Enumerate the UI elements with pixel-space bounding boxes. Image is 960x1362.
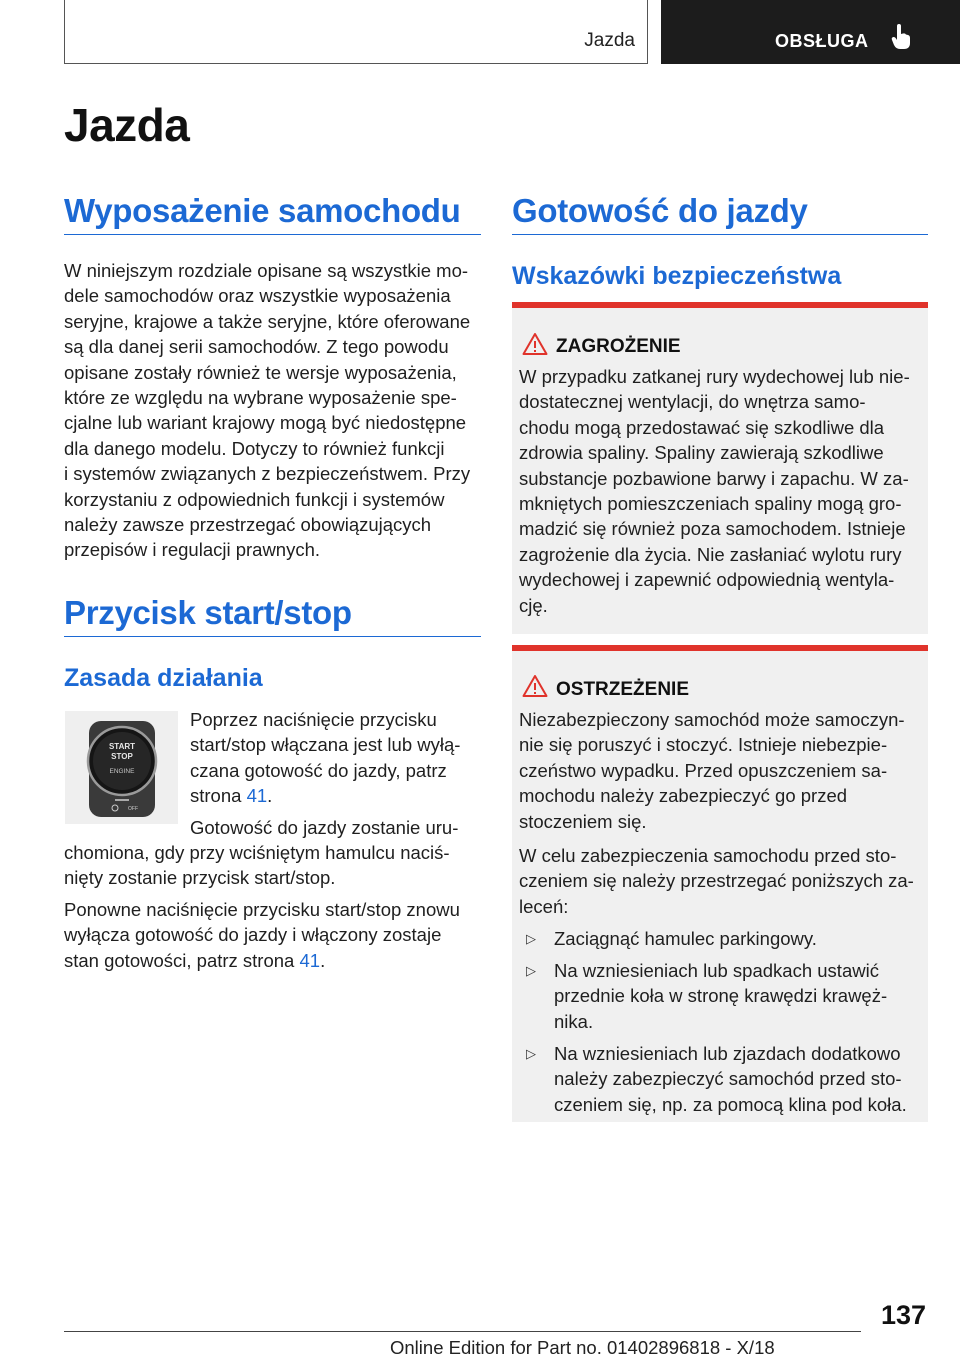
page-number: 137 [880, 1300, 926, 1330]
page-title: Jazda [64, 99, 190, 151]
warning-text-2 [519, 843, 925, 919]
principle-paragraph-2a [190, 815, 485, 840]
header-chapter-title: OBSŁUGA [775, 31, 869, 51]
text-line: nie się poruszyć i stoczyć. Istnieje niebezpie‐ [519, 734, 888, 756]
text-line: start/stop włączana jest lub wyłą‐ [190, 734, 461, 756]
text-line: chomiona, gdy przy wciśniętym hamulcu naciś‐ [64, 842, 450, 863]
text-line: W przypadku zatkanej rury wydechowej lub nie‐ [519, 366, 910, 387]
pointing-hand-icon [891, 24, 911, 50]
page-link-41[interactable]: 41 [246, 785, 268, 807]
text-fragment: . [267, 785, 273, 807]
bullet-triangle-icon: ▷ [526, 931, 536, 946]
text-line: dla danego modelu. Dotyczy to również funkcji [64, 437, 445, 459]
text-line: Gotowość do jazdy zostanie uru‐ [190, 817, 459, 838]
text-line: substancje pozbawione barwy i zapachu. W za‐ [519, 467, 909, 489]
warning-text-1 [519, 707, 925, 834]
text-line: Poprzez naciśnięcie przycisku [190, 709, 437, 730]
text-line: W celu zabezpieczenia samochodu przed sto‐ [519, 845, 897, 866]
text-line: Na wzniesieniach lub zjazdach dodatkowo [554, 1043, 901, 1064]
text-fragment: . [320, 949, 326, 971]
footer-divider [64, 1331, 861, 1332]
heading-safety: Wskazówki bezpieczeństwa [512, 262, 842, 290]
text-line: korzystaniu z odpowiednich funkcji i systemów [64, 488, 445, 510]
list-item [526, 1041, 921, 1117]
text-line: czeństwo wypadku. Przed opuszczeniem sa‐ [519, 759, 888, 781]
heading-start-stop: Przycisk start/stop [64, 594, 481, 637]
warning-title: OSTRZEŻENIE [556, 679, 690, 700]
text-line [64, 948, 484, 973]
text-line: czana gotowość do jazdy, patrz [190, 759, 447, 781]
text-line: przepisów i regulacji prawnych. [64, 539, 321, 561]
text-line: zdrowia spaliny. Spaliny zawierają szkodliwe [519, 442, 884, 464]
svg-text:ENGINE: ENGINE [109, 768, 135, 775]
heading-principle: Zasada działania [64, 664, 263, 692]
text-line: dele samochodów oraz wszystkie wyposażenia [64, 285, 451, 307]
text-line: cję. [519, 594, 548, 616]
heading-equipment: Wyposażenie samochodu [64, 192, 481, 235]
text-fragment: strona [190, 785, 247, 807]
text-line: leceń: [519, 895, 569, 917]
text-line: nika. [554, 1010, 594, 1032]
principle-paragraph-1 [190, 707, 485, 809]
start-stop-button-image [65, 711, 178, 824]
text-line: Zaciągnąć hamulec parkingowy. [554, 928, 817, 949]
text-line: chodu mogą przedostawać się szkodliwe dla [519, 416, 885, 438]
header-section-box [64, 0, 648, 64]
warning-box [512, 645, 928, 1122]
text-line: opisane zostały również te wersje wyposażenia, [64, 361, 457, 383]
equipment-paragraph [64, 258, 484, 563]
text-line: należy zawsze przestrzegać obowiązujących [64, 514, 432, 536]
text-line: są dla danej serii samochodów. Z tego powodu [64, 336, 449, 358]
bullet-triangle-icon: ▷ [526, 1046, 536, 1061]
text-line: W niniejszym rozdziale opisane są wszystkie mo‐ [64, 260, 469, 281]
text-line: czeniem się, np. za pomocą klina pod koła. [554, 1093, 907, 1115]
warning-triangle-icon [522, 332, 548, 356]
heading-ready-to-drive: Gotowość do jazdy [512, 192, 928, 235]
text-line: Ponowne naciśnięcie przycisku start/stop znowu [64, 899, 460, 920]
svg-text:STOP: STOP [111, 752, 133, 761]
text-line: Na wzniesieniach lub spadkach ustawić [554, 960, 879, 981]
text-line: które ze względu na wybrane wyposażenie spe‐ [64, 387, 457, 409]
footer-edition: Online Edition for Part no. 01402896818 - X/18 [390, 1337, 775, 1358]
text-line: cjalne lub wariant krajowy mogą być niedostępne [64, 412, 467, 434]
page-link-41[interactable]: 41 [299, 949, 321, 971]
danger-title: ZAGROŻENIE [556, 336, 681, 357]
text-line: czeniem się należy przestrzegać poniższych za‐ [519, 870, 914, 892]
text-line: seryjne, krajowe a także seryjne, które oferowane [64, 310, 471, 332]
text-line: zagrożenie dla życia. Nie zasłaniać wylotu rury [519, 543, 902, 565]
principle-paragraph-3 [64, 897, 484, 973]
text-line: mkniętych pomieszczeniach spaliny mogą gro‐ [519, 493, 902, 515]
warning-triangle-icon [522, 674, 548, 698]
text-line: wydechowej i zapewnić odpowiednią wentyla‐ [519, 569, 895, 591]
text-line: nięty zostanie przycisk start/stop. [64, 867, 336, 889]
text-line: i systemów związanych z bezpieczeństwem. Przy [64, 463, 471, 485]
text-line: dostatecznej wentylacji, do wnętrza samo‐ [519, 391, 866, 413]
danger-box [512, 302, 928, 634]
text-line: madzić się również poza samochodem. Istnieje [519, 518, 906, 540]
svg-text:START: START [108, 742, 136, 751]
start-stop-button-icon [65, 711, 178, 824]
text-line: mochodu należy zabezpieczyć go przed [519, 785, 848, 807]
text-fragment: stan gotowości, patrz strona [64, 949, 300, 971]
header-chapter-box [661, 0, 960, 64]
text-line: Niezabezpieczony samochód może samoczyn‐ [519, 709, 905, 730]
header-section-title: Jazda [584, 30, 635, 51]
text-line: wyłącza gotowość do jazdy i włączony zostaje [64, 924, 442, 946]
principle-paragraph-2b [64, 840, 484, 891]
text-line: przednie koła w stronę krawędzi krawęż‐ [554, 985, 888, 1007]
text-line: stoczeniem się. [519, 810, 647, 832]
text-line [190, 783, 485, 808]
danger-text [519, 364, 925, 618]
bullet-triangle-icon: ▷ [526, 963, 536, 978]
list-item [526, 926, 921, 951]
list-item [526, 958, 921, 1034]
svg-text:OFF: OFF [128, 806, 138, 812]
text-line: należy zabezpieczyć samochód przed sto‐ [554, 1068, 902, 1090]
